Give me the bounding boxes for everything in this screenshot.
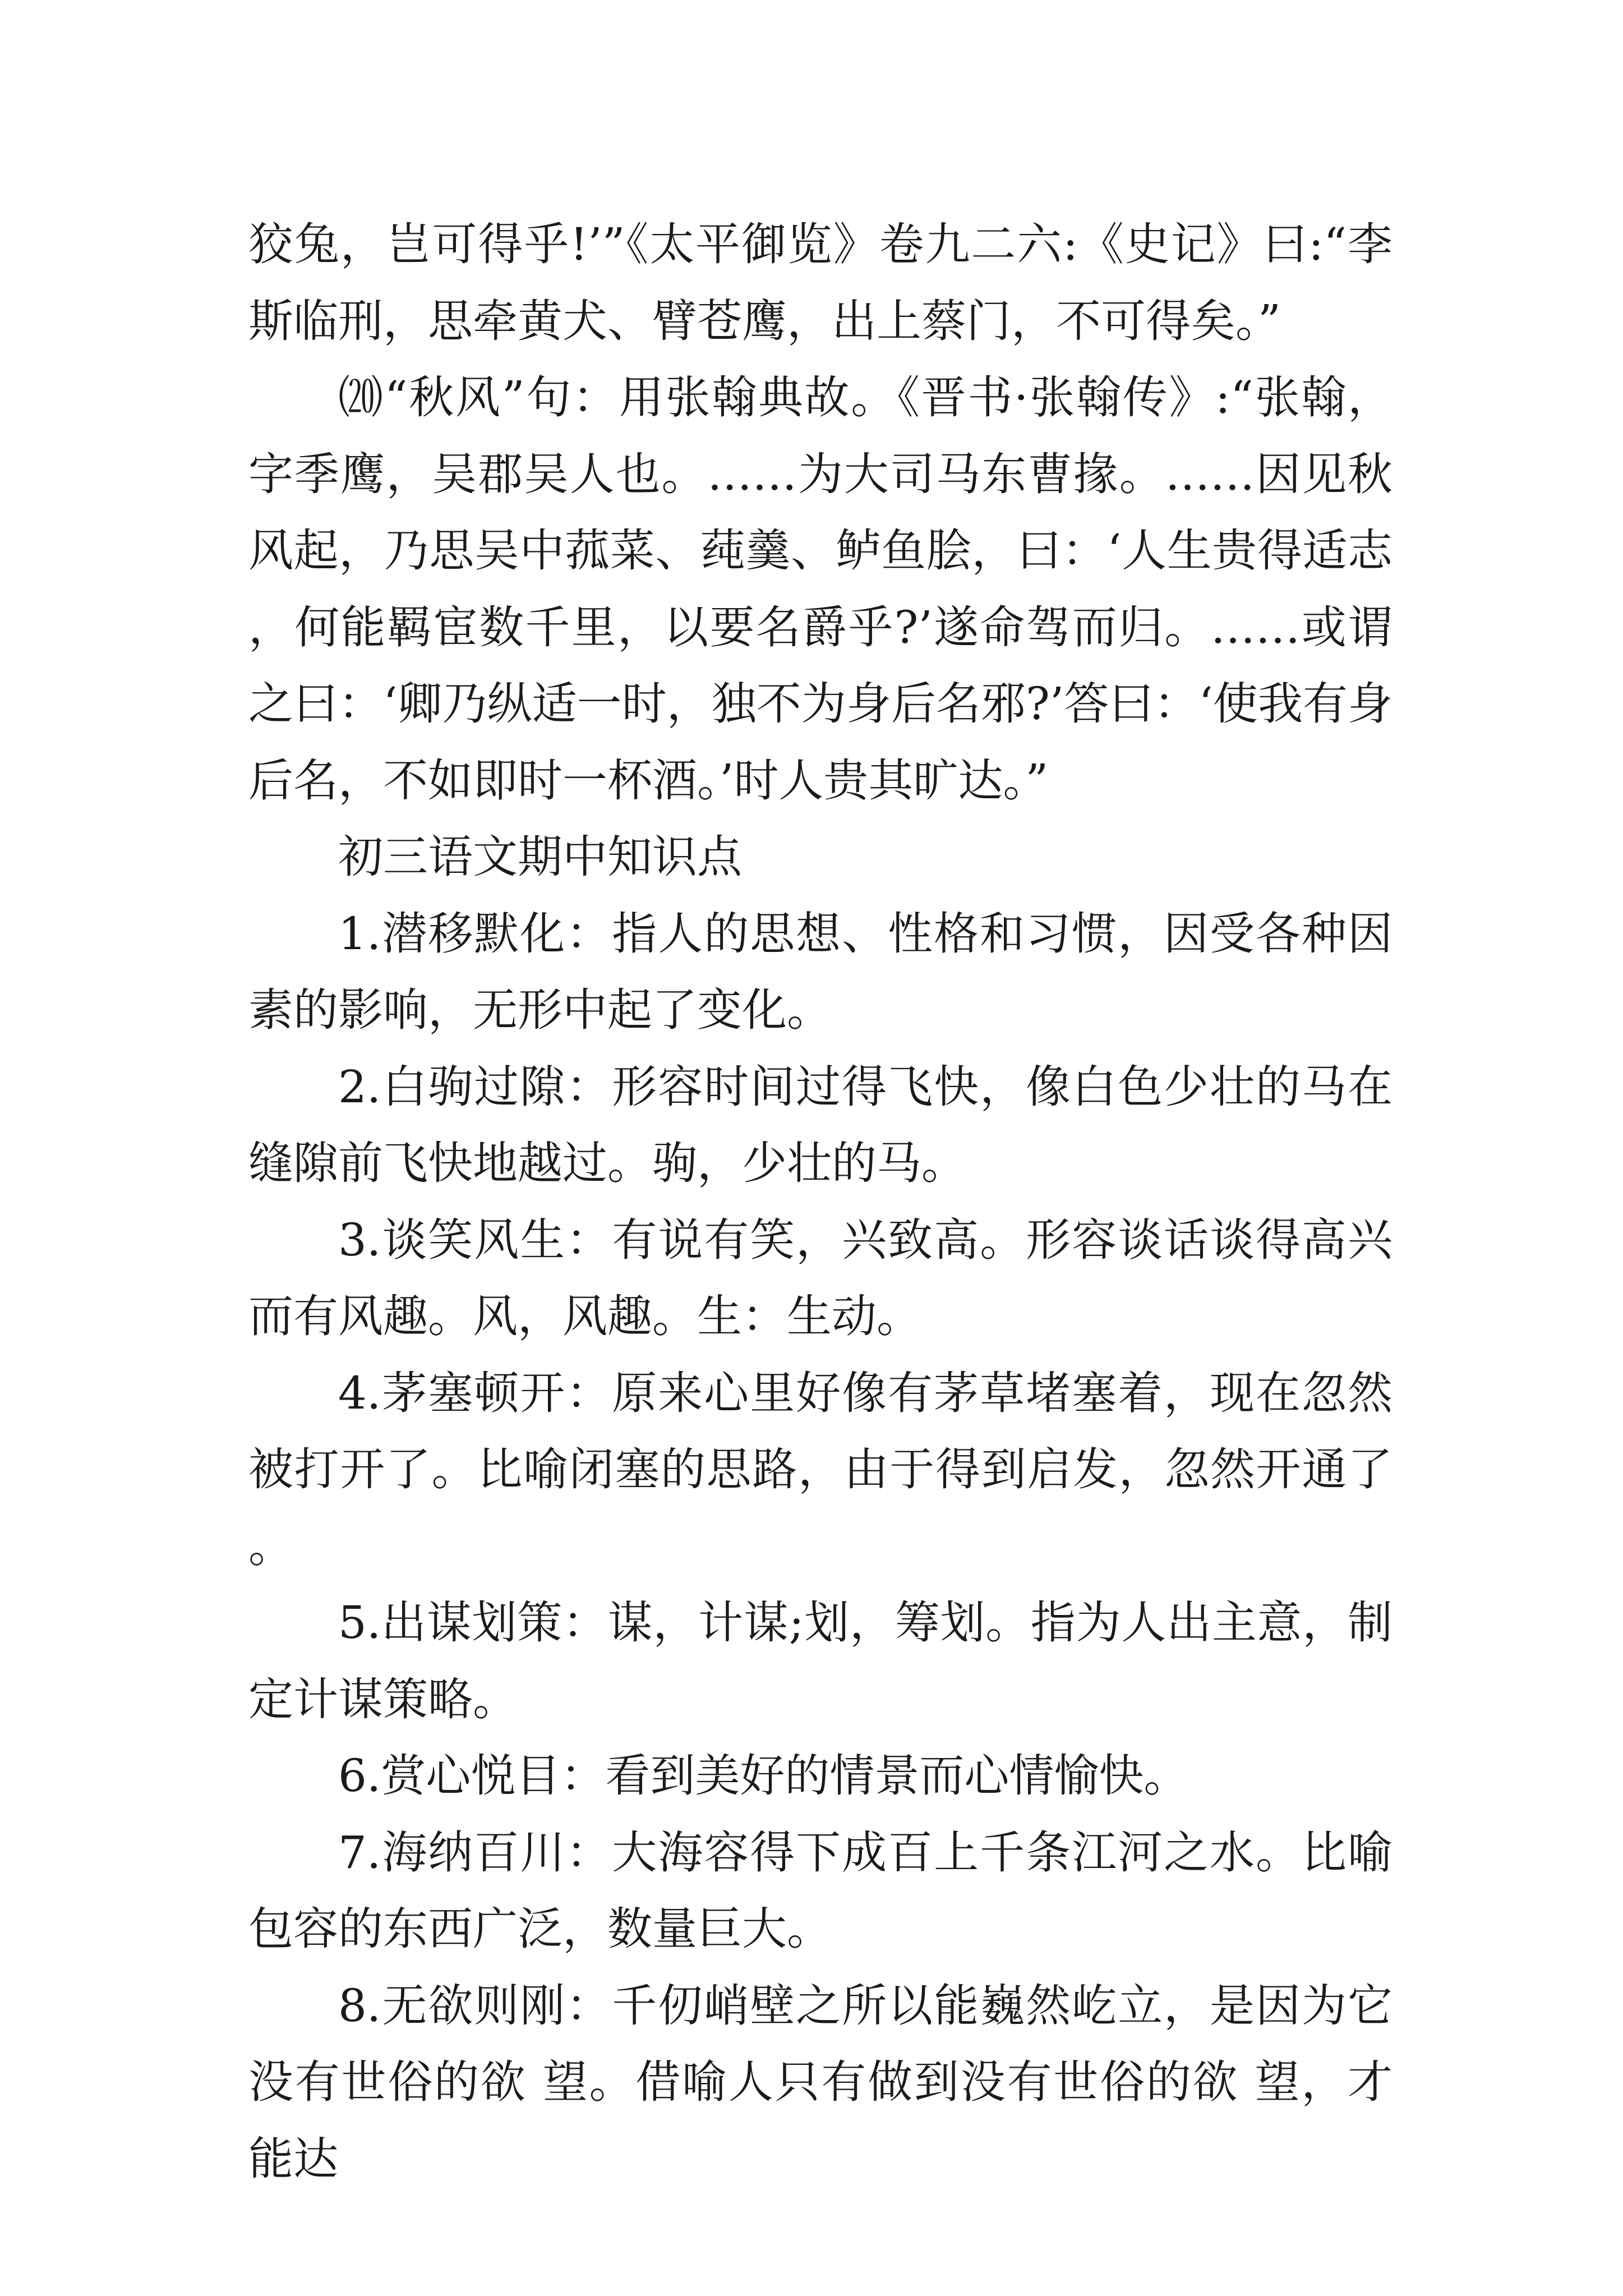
list-item-2: 2.白驹过隙：形容时间过得飞快，像白色少壮的马在缝隙前飞快地越过。驹，少壮的马。: [248, 1060, 1393, 1189]
list-item-8: 8.无欲则刚：千仞峭壁之所以能巍然屹立，是因为它没有世俗的欲 望。借喻人只有做到没有世俗的欲 望，才能达: [248, 1979, 1393, 2185]
list-item-5: 5.出谋划策：谋，计谋;划，筹划。指为人出主意，制定计谋策略。: [248, 1596, 1393, 1726]
list-item-3: 3.谈笑风生：有说有笑，兴致高。形容谈话谈得高兴而有风趣。风，风趣。生：生动。: [248, 1213, 1393, 1342]
body-text: [248, 206, 1393, 2197]
paragraph-note-20: ⒇“秋风”句：用张翰典故。《晋书·张翰传》:“张翰，字季鹰，吴郡吴人也。……为大司马东曹掾。……因见秋风起，乃思吴中菰菜、莼羹、鲈鱼脍，曰：‘人生贵得适志，何能羁宦数千里，以要名爵乎?’遂命驾而归。……或谓之曰：‘卿乃纵适一时，独不为身后名邪?’答曰：‘使我有身后名，不如即时一杯酒。’时人贵其旷达。”: [248, 371, 1393, 807]
list-item-6: 6.赏心悦目：看到美好的情景而心情愉快。: [338, 1750, 1189, 1802]
list-item-7: 7.海纳百川：大海容得下成百上千条江河之水。比喻包容的东西广泛，数量巨大。: [248, 1826, 1393, 1955]
list-item-4: 4.茅塞顿开：原来心里好像有茅草堵塞着，现在忽然被打开了。比喻闭塞的思路，由于得到启发，忽然开通了。: [248, 1366, 1393, 1572]
list-item-1: 1.潜移默化：指人的思想、性格和习惯，因受各种因素的影响，无形中起了变化。: [248, 907, 1393, 1036]
paragraph-continuation: 狡兔，岂可得乎!’”《太平御览》卷九二六:《史记》曰:“李斯临刑，思牵黄犬、臂苍鹰，出上蔡门，不可得矣。”: [248, 218, 1393, 347]
section-heading: 初三语文期中知识点: [338, 831, 742, 883]
